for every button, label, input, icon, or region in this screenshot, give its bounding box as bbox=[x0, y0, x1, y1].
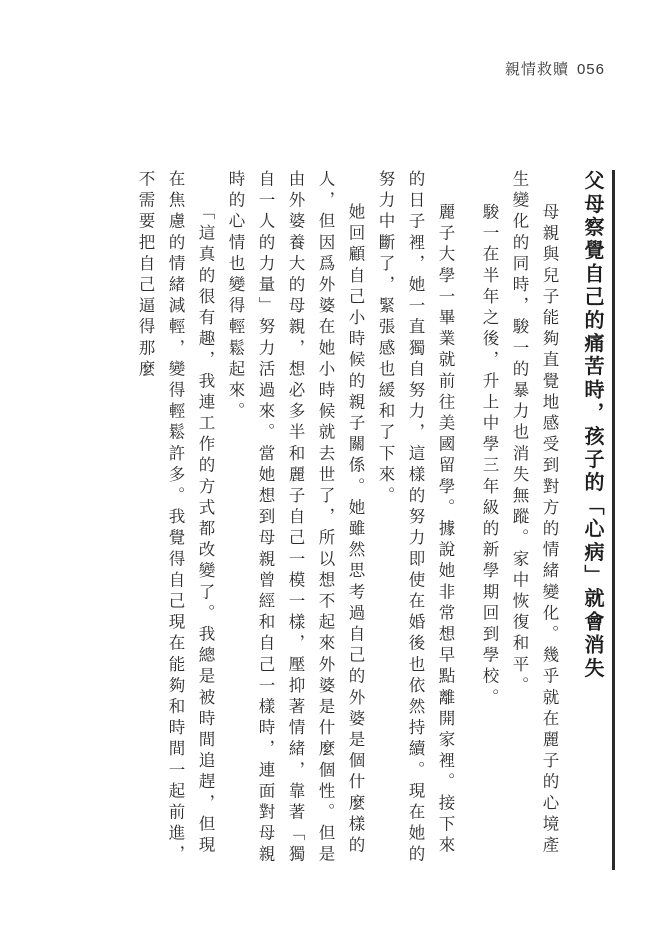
paragraph: 她回顧自己小時候的親子關係。她雖然思考過自己的外婆是個什麼樣的人，但因爲外婆在她小時候就去世了，所以想不起來外婆是什麼個性。但是由外婆養大的母親，想必多半和麗子自己一模一樣，壓抑著情緒，靠著「獨自一人的力量」努力活過來。當她想到母親曾經和自己一樣時，連面對母親時的心情也變得輕鬆起來。 bbox=[226, 170, 365, 867]
paragraph: 「這真的很有趣，我連工作的方式都改變了。我總是被時間追趕，但現在焦慮的情緒減輕，變得輕鬆許多。我覺得自己現在能夠和時間一起前進，不需要把自己逼得那麼 bbox=[136, 170, 215, 867]
vertical-text-body bbox=[130, 170, 615, 870]
paragraph: 麗子大學一畢業就前往美國留學。據說她非常想早點離開家裡。接下來的日子裡，她一直獨自努力，這樣的努力即使在婚後也依然持續。現在她的努力中斷了，緊張感也緩和了下來。 bbox=[376, 170, 455, 867]
page-number: 056 bbox=[576, 61, 605, 78]
paragraph: 母親與兒子能夠直覺地感受到對方的情緒變化。幾乎就在麗子的心境產生變化的同時，駿一的暴力也消失無蹤。家中恢復和平。 bbox=[510, 170, 559, 858]
running-header bbox=[505, 58, 605, 79]
paragraph: 駿一在半年之後，升上中學三年級的新學期回到學校。 bbox=[480, 203, 499, 710]
section-title: 父母察覺自己的痛苦時，孩子的「心病」就會消失 bbox=[578, 170, 615, 870]
running-title: 親情救贖 bbox=[504, 61, 569, 78]
